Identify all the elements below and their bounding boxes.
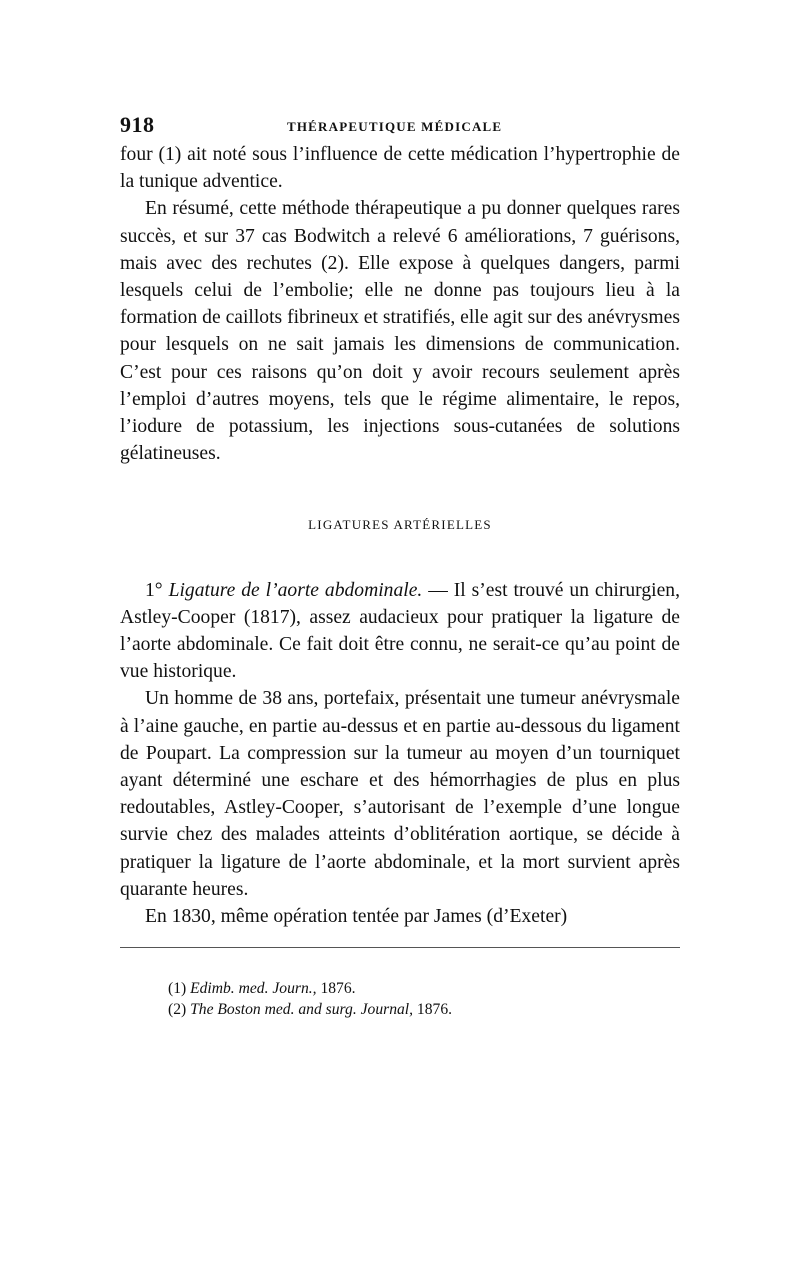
book-page	[120, 112, 680, 1020]
footnote	[168, 999, 680, 1020]
footnote-marker: (1)	[168, 980, 187, 998]
page-number: 918	[120, 112, 155, 137]
paragraph-subsection	[120, 577, 680, 686]
footnote-year: 1876.	[316, 980, 356, 998]
subsection-number: 1°	[145, 579, 163, 601]
footnotes	[120, 978, 680, 1020]
paragraph-james: En 1830, même opération tentée par James (d’Exeter)	[145, 906, 568, 928]
paragraph-case: Un homme de 38 ans, portefaix, présentait une tumeur anévrysmale à l’aine gauche, en partie au-dessus et en partie au-dessous du ligament de Poupart. La compression sur la tumeur au moyen d’un tourniquet ayant déterminé une eschare et des hémorrhagies de plus en plus redoutables, Astley-Cooper, s’autorisant de l’exemple d’une longue survie chez des malades atteints d’oblitération aortique, se décide à pratiquer la ligature de l’aorte abdominale, et la mort survient après quarante heures.	[120, 688, 680, 900]
paragraph-summary: En résumé, cette méthode thérapeutique a pu donner quelques rares succès, et sur 37 cas Bodwitch a relevé 6 améliorations, 7 guérisons, mais avec des rechutes (2). Elle expose à quelques dangers, parmi lesquels celui de l’embolie; elle ne donne pas toujours lieu à la formation de caillots fibrineux et stratifiés, elle agit sur des anévrysmes pour lesquels on ne sait jamais les dimensions de communication. C’est pour ces raisons qu’on doit y avoir recours seulement après l’emploi d’autres moyens, tels que le régime alimentaire, le repos, l’iodure de potassium, les injections sous-cutanées de solutions gélatineuses.	[120, 198, 680, 465]
paragraph-continued: four (1) ait noté sous l’influence de cette médication l’hypertrophie de la tunique adventice.	[120, 144, 680, 193]
footnote-source: The Boston med. and surg. Journal,	[190, 1001, 414, 1019]
footnote-source: Edimb. med. Journ.,	[190, 980, 317, 998]
footnote-year: 1876.	[413, 1001, 453, 1019]
footnote-marker: (2)	[168, 1001, 187, 1019]
body-text	[120, 141, 680, 930]
running-head: THÉRAPEUTIQUE MÉDICALE	[287, 119, 503, 134]
footnote-rule	[120, 947, 680, 948]
subsection-title: Ligature de l’aorte abdominale.	[168, 579, 423, 601]
page-header	[120, 112, 680, 142]
footnote	[168, 978, 680, 999]
subsection-text: — Il s’est trouvé un chirurgien, Astley-Cooper (1817), assez audacieux pour pratiquer la ligature de l’aorte abdominale. Ce fait doit être connu, ne serait-ce qu’au point de vue historique.	[120, 579, 680, 683]
section-heading: LIGATURES ARTÉRIELLES	[308, 517, 492, 533]
